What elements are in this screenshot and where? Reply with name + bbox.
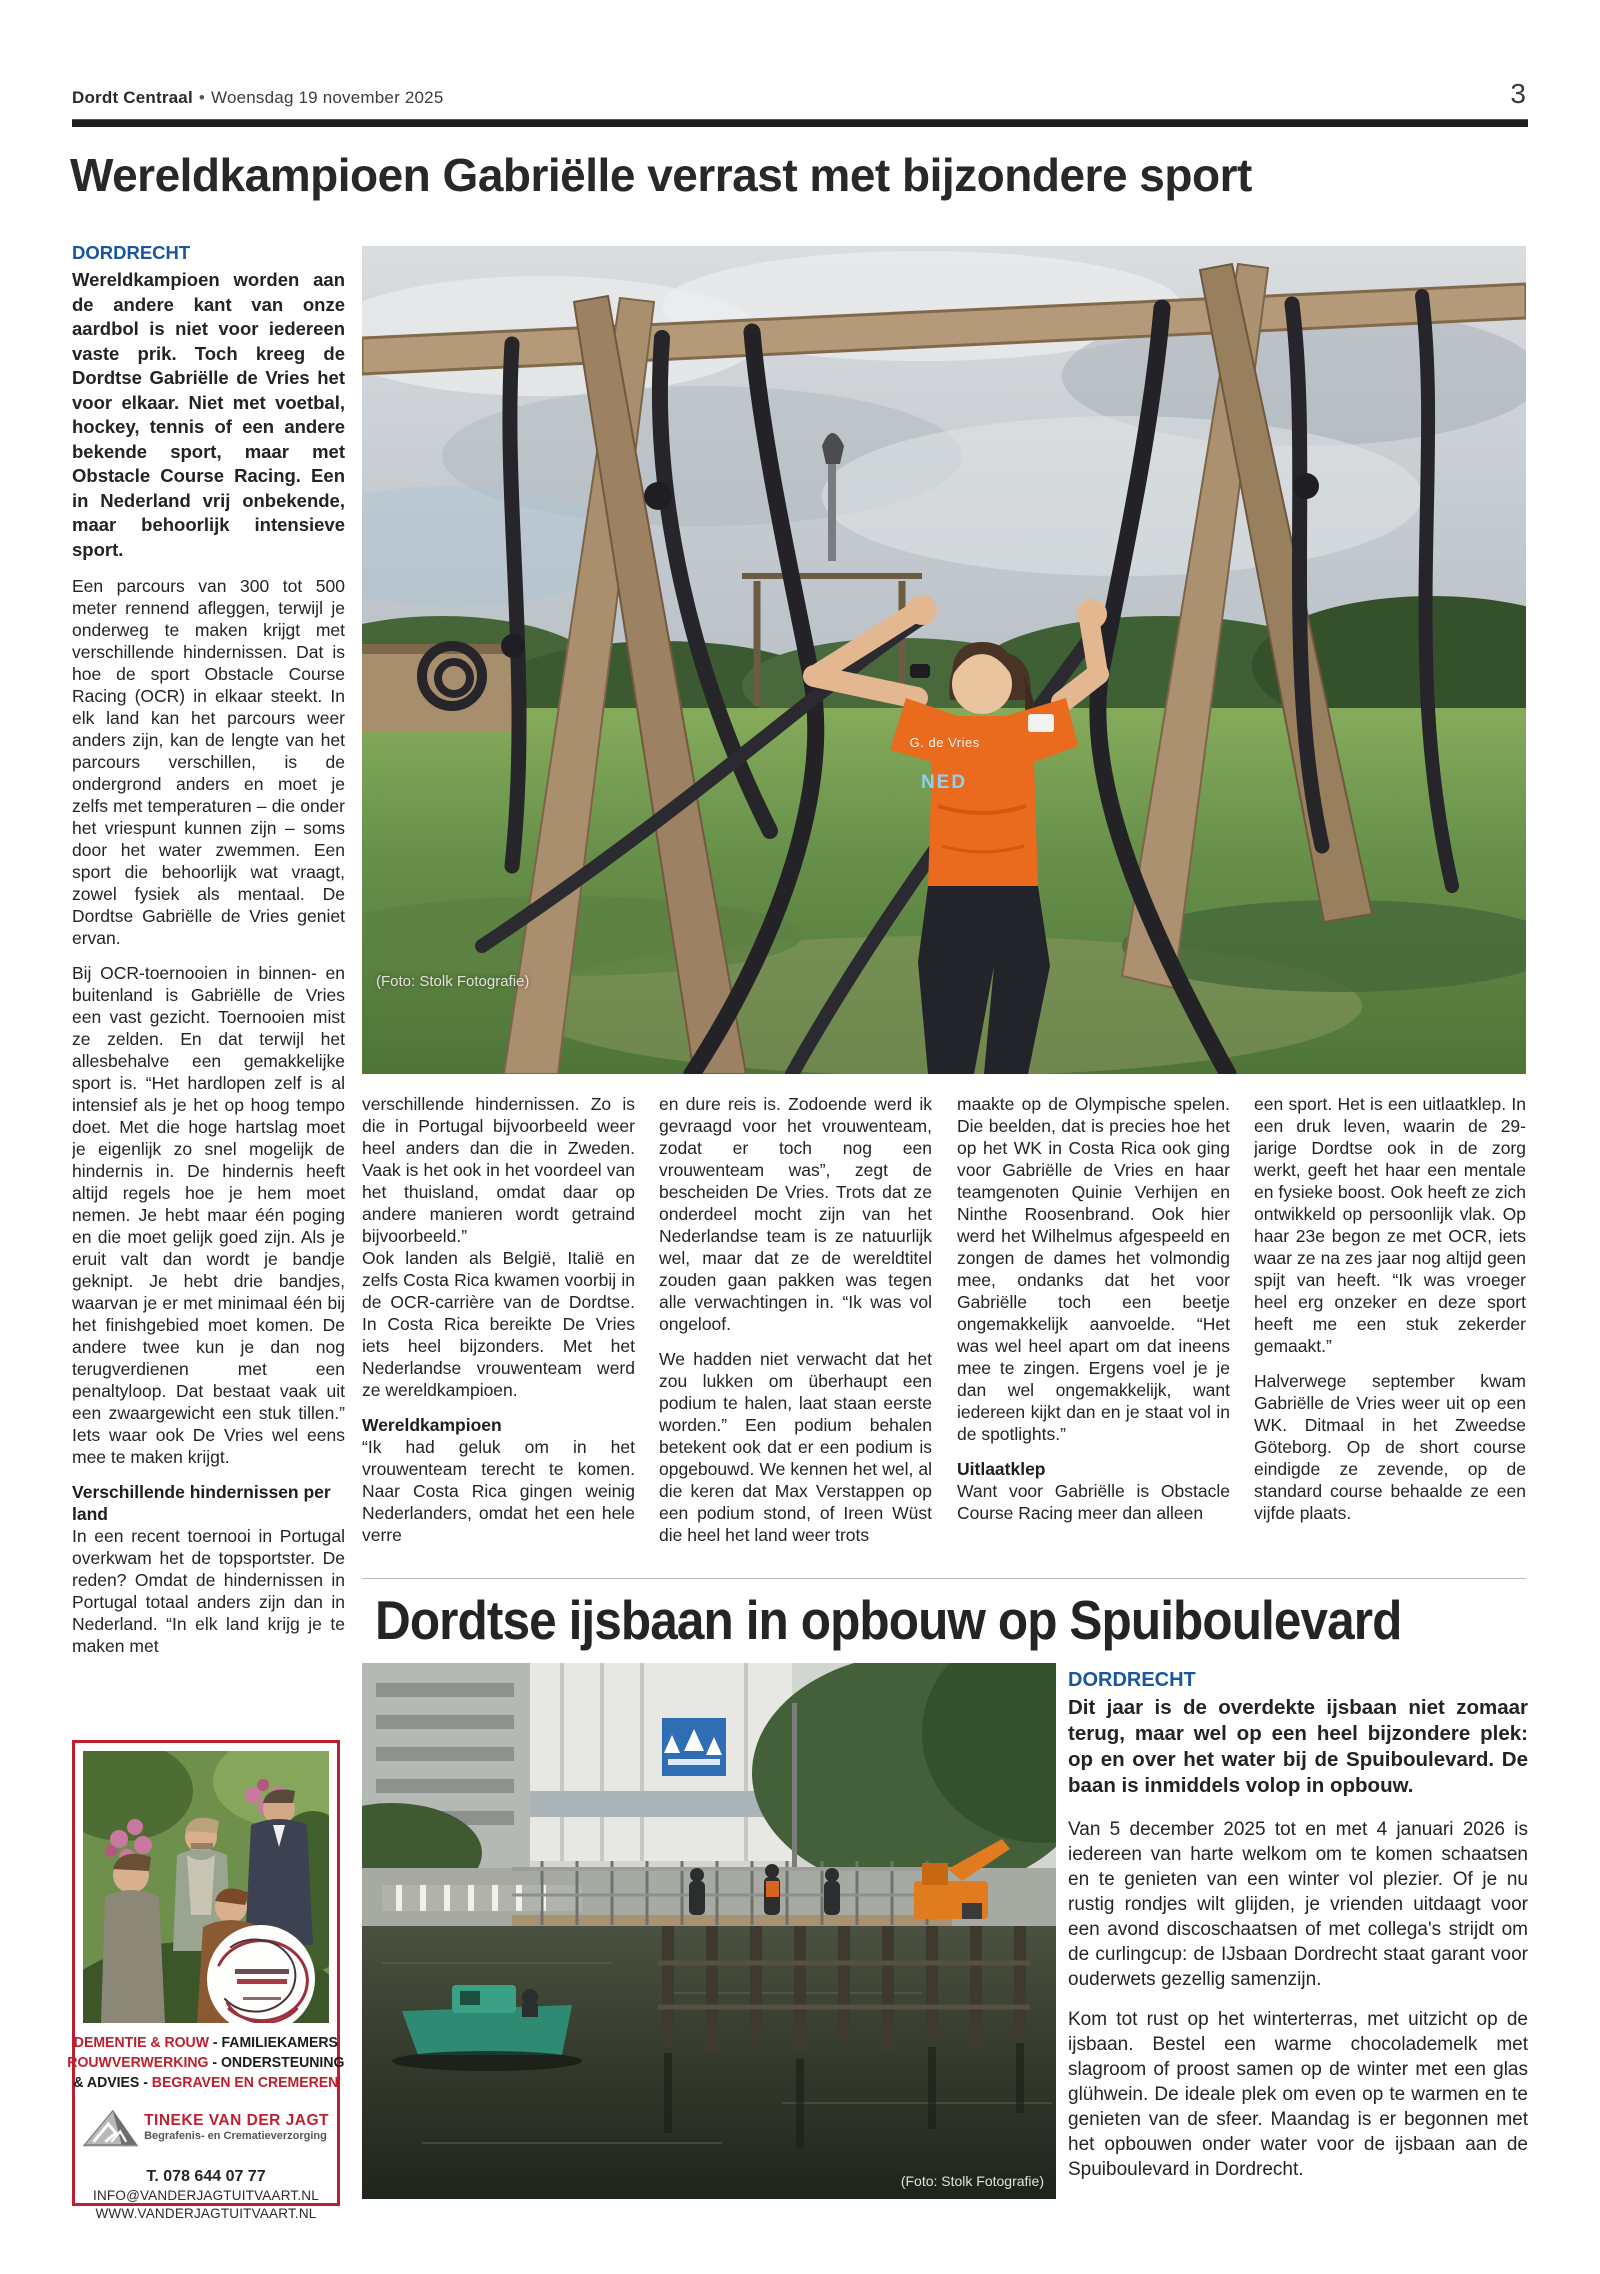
ad-family-photo-illustration: [83, 1751, 329, 2023]
article1-column-4: [957, 1093, 1230, 1587]
section-divider: [362, 1578, 1526, 1579]
masthead-separator: •: [198, 88, 206, 107]
ad-logo-subtitle: Begrafenis- en Crematieverzorging: [144, 2130, 327, 2142]
article2-paragraph: Van 5 december 2025 tot en met 4 januari 2026 is iedereen van harte welkom om te komen schaatsen en te genieten van een winter vol plezier. Of je nu rustig rondjes wilt glijden, je vrienden uitdaagt voor een avond discoschaatsen of met collega's strijdt om de curlingcup: de IJsbaan Dordrecht staat garant voor ouderwets gezellig samenzijn.: [1068, 1819, 1528, 1990]
obstacle-course-photo-illustration: [362, 246, 1526, 1074]
shirt-country-print: NED: [920, 771, 968, 793]
article1-paragraph: verschillende hindernissen. Zo is die in Portugal bijvoorbeeld weer heel anders dan die in Zweden. Vaak is het ook in het voordeel van het thuisland, omdat daar op andere manieren wordt getraind bijvoorbeeld.”: [362, 1094, 635, 1246]
article1-paragraph: Een parcours van 300 tot 500 meter rennend afleggen, terwijl je onderweg te maken krijgt met verschillende hindernissen. Dat is hoe de sport Obstacle Course Racing (OCR) in elkaar steekt. In elk land kan het parcours weer anders zijn, kan de lengte van het parcours verschillen, is de ondergrond anders en moet je zelfs met temperaturen – die onder het vriespunt kunnen zijn – soms door het water zwemmen. Een sport die behoorlijk wat vraagt, zowel fysiek als mentaal. De Dordtse Gabriëlle de Vries geniet ervan.: [72, 576, 345, 948]
article1-paragraph: en dure reis is. Zodoende werd ik gevraagd voor het vrouwenteam, zodat er toch nog een vrouwenteam was”, zegt de bescheiden De Vries. Trots dat ze onderdeel mocht zijn van het Nederlandse team is ze natuurlijk wel, maar dat ze de wereldtitel zouden gaan pakken was tegen alle verwachtingen in. “Ik was vol ongeloof.: [659, 1094, 932, 1334]
water-area: [362, 1926, 1056, 2199]
shirt-name-print: G. de Vries: [909, 734, 980, 750]
article1-paragraph: We hadden niet verwacht dat het zou lukken om überhaupt een podium te halen, laat staan eerste worden.” Een podium behalen betekent ook dat er een podium is opgebouwd. We kennen het wel, al die keren dat Max Verstappen op een podium stond, of Ireen Wüst die heel het land weer trots: [659, 1349, 932, 1545]
ad-line-1: [67, 2033, 344, 2053]
article1-paragraph: maakte op de Olympische spelen. Die beelden, dat is precies hoe het op het WK in Costa Rica ook ging voor Gabriëlle de Vries en haar teamgenoten Quinie Verhijen en Ninthe Roosenbrand. Ook hier werd het Wilhelmus afgespeeld en zongen de dames het volmondig mee, ondanks dat het voor Gabriëlle toch een beetje ongemakkelijk aanvoelde. “Het was wel heel apart om dat ineens mee te zingen. Ergens voel je je dan wel ongemakkelijk, want iedereen kijkt dan en je staat vol in de spotlights.”: [957, 1094, 1230, 1444]
page-number: 3: [1510, 78, 1526, 109]
article1-subhead-uitlaatklep: Uitlaatklep: [957, 1459, 1046, 1479]
article1-subhead-hindernissen: Verschillende hindernissen per land: [72, 1482, 331, 1524]
article1-intro: Wereldkampioen worden aan de andere kant van onze aardbol is niet voor iedereen vaste prik. Toch kreeg de Dordtse Gabriëlle de Vries het voor elkaar. Niet met voetbal, hockey, tennis of een andere bekende sport, maar met Obstacle Course Racing. Een in Nederland vrij onbekende, maar behoorlijk intensieve sport.: [72, 269, 345, 560]
pilings: [662, 1926, 1026, 2054]
ad-services-lines: [67, 2033, 344, 2093]
ad-email[interactable]: INFO@VANDERJAGTUITVAART.NL: [93, 2188, 319, 2203]
article1-subhead-wereldkampioen: Wereldkampioen: [362, 1415, 502, 1435]
article1-paragraph: een sport. Het is een uitlaatklep. In een druk leven, waarin de 29-jarige Dordtse ook in de zorg werkt, geeft het haar een mentale en fysieke boost. Ook heeft ze zich ontwikkeld op persoonlijk vlak. Op haar 23e begon ze met OCR, iets waar ze na zes jaar nog altijd geen spijt van heeft. “Ik was vroeger heel erg onzeker en deze sport heeft me een stuk zekerder gemaakt.”: [1254, 1094, 1526, 1356]
photo1-caption: (Foto: Stolk Fotografie): [376, 973, 530, 990]
article1-column-2: [362, 1093, 635, 1587]
article1-paragraph: “Ik had geluk om in het vrouwenteam terecht te komen. Naar Costa Rica gingen weinig Nederlanders, omdat het een hele verre: [362, 1437, 635, 1545]
ad-line3-start: & ADVIES -: [73, 2075, 149, 2091]
article1-dateline: DORDRECHT: [72, 242, 191, 263]
ad-line2-red: ROUWVERWERKING: [67, 2055, 209, 2071]
article1-column-3: [659, 1093, 932, 1587]
article1-paragraph: Bij OCR-toernooien in binnen- en buitenland is Gabriëlle de Vries een vast gezicht. Toernooien mist ze zelden. En dat terwijl het allesbehalve een gemakkelijke sport is. “Het hardlopen zelf is al intensief als je het op hoog tempo doet. Met die hoge hartslag moet je eigenlijk zo snel mogelijk de hindernis in. De hindernis heeft altijd regels hoe je hem moet nemen. Je hebt maar één poging en die moet gelijk goed zijn. Als je eruit valt dan wordt je bandje geknipt. Je hebt drie bandjes, waarvan je er met minimaal één bij het finishgebied moet komen. De andere twee kun je dan nog terugverdienen met een penaltyloop. Dat bestaat vaak uit een zwaargewicht een stuk tillen.” Iets waar ook De Vries wel eens mee te maken krijgt.: [72, 963, 345, 1467]
newspaper-brand: Dordt Centraal: [72, 88, 193, 107]
header-rule: [72, 119, 1528, 127]
ad-logo-text: [144, 2112, 329, 2142]
article2-paragraph: Kom tot rust op het winterterras, met uitzicht op de ijsbaan. Bestel een warme chocolademelk met slagroom of proost samen op de winter met een glas glühwein. De ideale plek om even op te warmen en te genieten van de sfeer. Maandag is er begonnen met het opbouwen onder water voor de ijsbaan aan de Spuiboulevard in Dordrecht.: [1068, 2009, 1528, 2180]
article1-column-5: [1254, 1093, 1526, 1587]
ad-logo-name: TINEKE VAN DER JAGT: [144, 2112, 329, 2129]
photo2-caption: (Foto: Stolk Fotografie): [900, 2173, 1044, 2189]
article1-paragraph: Halverwege september kwam Gabriëlle de Vries weer uit op een WK. Ditmaal in het Zweedse Göteborg. Op de short course eindigde ze zevende, op de standard course behaalde ze een vijfde plaats.: [1254, 1371, 1526, 1523]
ad-line-3: [67, 2073, 344, 2093]
article2-headline: Dordtse ijsbaan in opbouw op Spuiboulevard: [375, 1589, 1402, 1651]
article1-paragraph: Want voor Gabriëlle is Obstacle Course Racing meer dan alleen: [957, 1481, 1230, 1523]
article1-headline: Wereldkampioen Gabriëlle verrast met bijzondere sport: [70, 149, 1252, 201]
article2-photo: [362, 1663, 1056, 2199]
ad-line2-rest: - ONDERSTEUNING: [212, 2055, 345, 2071]
masthead-date: Woensdag 19 november 2025: [211, 88, 444, 107]
ad-line1-red: DEMENTIE & ROUW: [73, 2035, 210, 2051]
article2-dateline: DORDRECHT: [1068, 1669, 1196, 1691]
vanderjagt-logo-icon: [83, 2101, 138, 2153]
ad-logo-row: [83, 2101, 329, 2153]
article1-paragraph: Ook landen als België, Italië en zelfs Costa Rica kwamen voorbij in de OCR-carrière van de Dordtse. In Costa Rica bereikte De Vries iets heel bijzonders. Met het Nederlandse vrouwenteam werd ze wereldkampioen.: [362, 1248, 635, 1400]
article1-paragraph: In een recent toernooi in Portugal overkwam het de topsportster. De reden? Omdat de hindernissen in Portugal totaal anders zijn dan in Nederland. “In elk land krijg je te maken met: [72, 1526, 345, 1656]
ad-line-2: [67, 2053, 344, 2073]
ad-line3-red: BEGRAVEN EN CREMEREN: [151, 2075, 339, 2091]
article1-column-1: [72, 241, 345, 1686]
ice-rink-construction-photo-illustration: [362, 1663, 1056, 2199]
ad-phone[interactable]: T. 078 644 07 77: [146, 2168, 266, 2185]
ad-line1-rest: - FAMILIEKAMERS: [213, 2035, 339, 2051]
article2-column: [1068, 1668, 1528, 2238]
masthead: [72, 88, 444, 108]
article1-photo: [362, 246, 1526, 1074]
ad-website[interactable]: WWW.VANDERJAGTUITVAART.NL: [95, 2206, 317, 2221]
ad-photo: [83, 1751, 329, 2023]
article2-intro: Dit jaar is de overdekte ijsbaan niet zomaar terug, maar wel op een heel bijzondere plek: op en over het water bij de Spuiboulevard. De baan is inmiddels volop in opbouw.: [1068, 1696, 1528, 1797]
funeral-services-ad[interactable]: [67, 1740, 345, 2221]
